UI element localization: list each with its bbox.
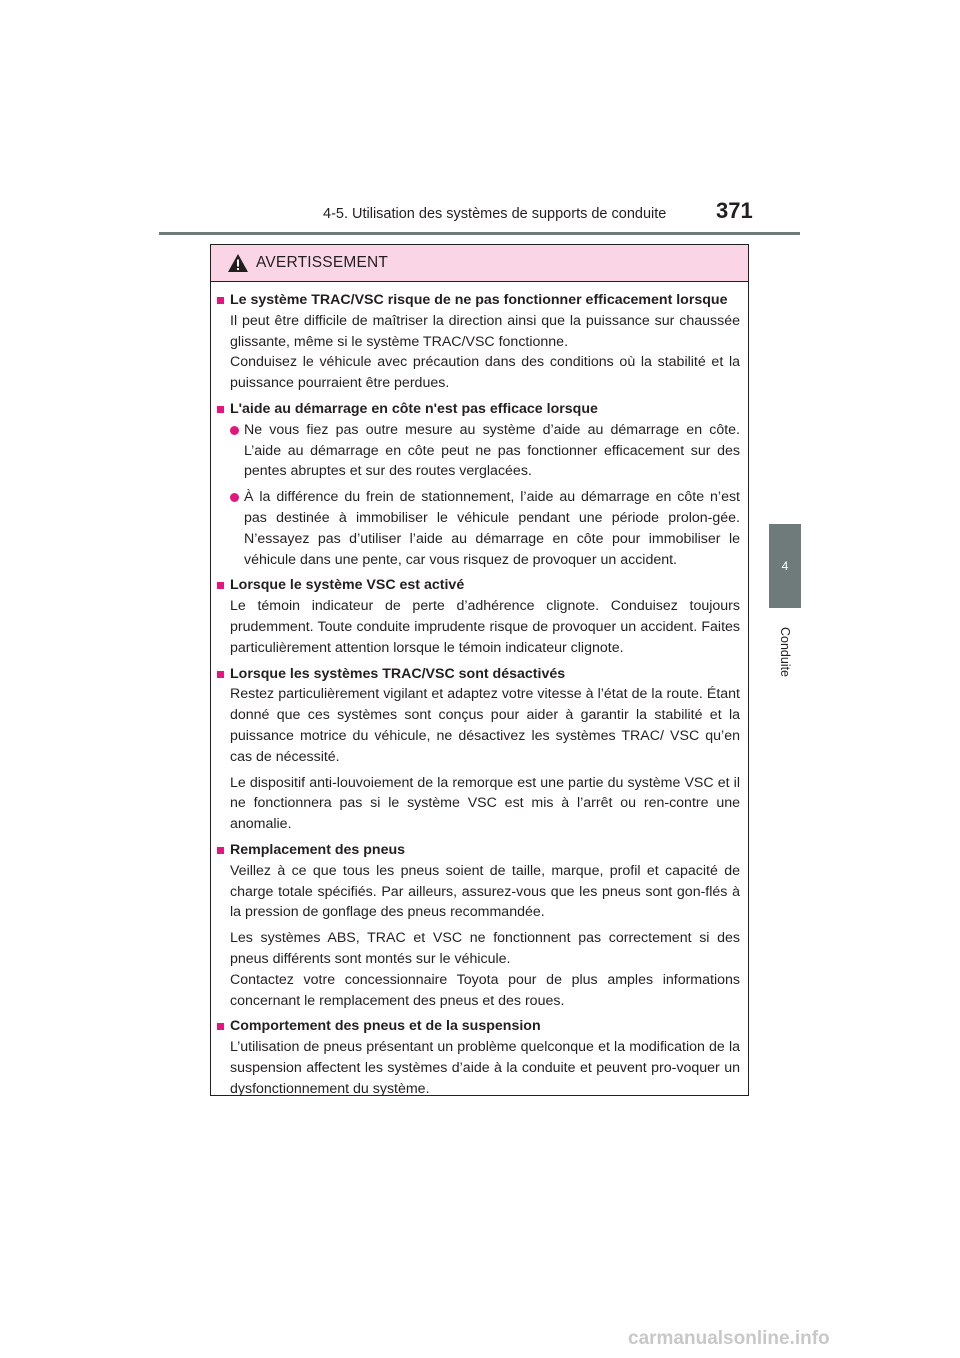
warning-box [210,244,749,1096]
paragraph: L’utilisation de pneus présentant un problème quelconque et la modification de la suspension affectent les systèmes d’aide à la conduite et peuvent pro-voquer un dysfonctionnement du système. [230,1039,740,1097]
warning-title: AVERTISSEMENT [256,254,389,271]
section-trac-vsc-inefficace [216,290,740,394]
chapter-number: 4 [781,559,789,573]
section-square-icon [217,671,224,678]
section-square-icon [217,847,224,854]
bullet-dot-icon [230,426,239,435]
section-vsc-active [216,575,740,658]
section-pneus-suspension [216,1016,740,1099]
chapter-label-text: Conduite [778,626,793,678]
paragraph: Restez particulièrement vigilant et adaptez votre vitesse à l’état de la route. Étant donné que ces systèmes sont conçus pour aider à garantir la stabilité et la puissance motrice du véhicule, ne désactivez les systèmes TRAC/ VSC qu’en cas de nécessité. [230,686,740,765]
chapter-tab [769,524,801,608]
paragraph: Le dispositif anti-louvoiement de la remorque est une partie du système VSC et il ne fonctionnera pas si le système VSC est mis à l’arrêt ou ren-contre une anomalie. [230,774,740,833]
bullet-item: À la différence du frein de stationnement, l’aide au démarrage en côte n’est pas destinée à immobiliser le véhicule pendant une période prolon-gée. N’essayez pas d’utiliser l’aide au démarrage en côte pour immobiliser le véhicule dans une pente, car vous risquez de provoquer un accident. [230,487,740,570]
section-heading: Lorsque les systèmes TRAC/VSC sont désactivés [216,664,740,685]
running-header-title: 4-5. Utilisation des systèmes de supports de conduite [323,206,667,222]
page-number: 371 [716,198,753,223]
paragraph: Conduisez le véhicule avec précaution dans des conditions où la stabilité et la puissance pourraient être perdues. [230,354,740,392]
warning-header [211,245,748,282]
paragraph: Contactez votre concessionnaire Toyota pour de plus amples informations concernant le remplacement des pneus et des roues. [230,971,740,1009]
chapter-label [765,612,805,692]
section-heading: Lorsque le système VSC est activé [216,575,740,596]
paragraph: Les systèmes ABS, TRAC et VSC ne fonctionnent pas correctement si des pneus différents sont montés sur le véhicule. [230,930,740,967]
warning-body [211,282,748,1099]
paragraph: Il peut être difficile de maîtriser la direction ainsi que la puissance sur chaussée glissante, même si le système TRAC/VSC fonctionne. [230,312,740,350]
section-square-icon [217,406,224,413]
paragraph: Le témoin indicateur de perte d’adhérence clignote. Conduisez toujours prudemment. Toute conduite imprudente risque de provoquer un accident. Faites particulièrement attention lorsque le témoin indicateur clignote. [230,598,740,656]
section-heading: Le système TRAC/VSC risque de ne pas fonctionner efficacement lorsque [216,290,740,311]
section-trac-vsc-desactives [216,664,740,835]
section-square-icon [217,297,224,304]
section-heading: L'aide au démarrage en côte n'est pas efficace lorsque [216,399,740,420]
bullet-dot-icon [230,493,239,502]
paragraph: Veillez à ce que tous les pneus soient de taille, marque, profil et capacité de charge totale spécifiés. Par ailleurs, assurez-vous que les pneus sont gon-flés à la pression de gonflage des pneus recommandée. [230,862,740,921]
section-remplacement-pneus [216,840,740,1011]
warning-triangle-icon [227,253,249,273]
watermark: carmanualsonline.info [628,1328,830,1349]
bullet-item: Ne vous fiez pas outre mesure au système d’aide au démarrage en côte. L’aide au démarrage en côte peut ne pas fonctionner efficacement sur des pentes abruptes et sur des routes verglacées. [230,420,740,482]
header-rule [159,232,800,235]
section-aide-demarrage-cote [216,399,740,570]
section-square-icon [217,582,224,589]
section-heading: Comportement des pneus et de la suspension [216,1016,740,1037]
section-heading: Remplacement des pneus [216,840,740,861]
section-square-icon [217,1023,224,1030]
